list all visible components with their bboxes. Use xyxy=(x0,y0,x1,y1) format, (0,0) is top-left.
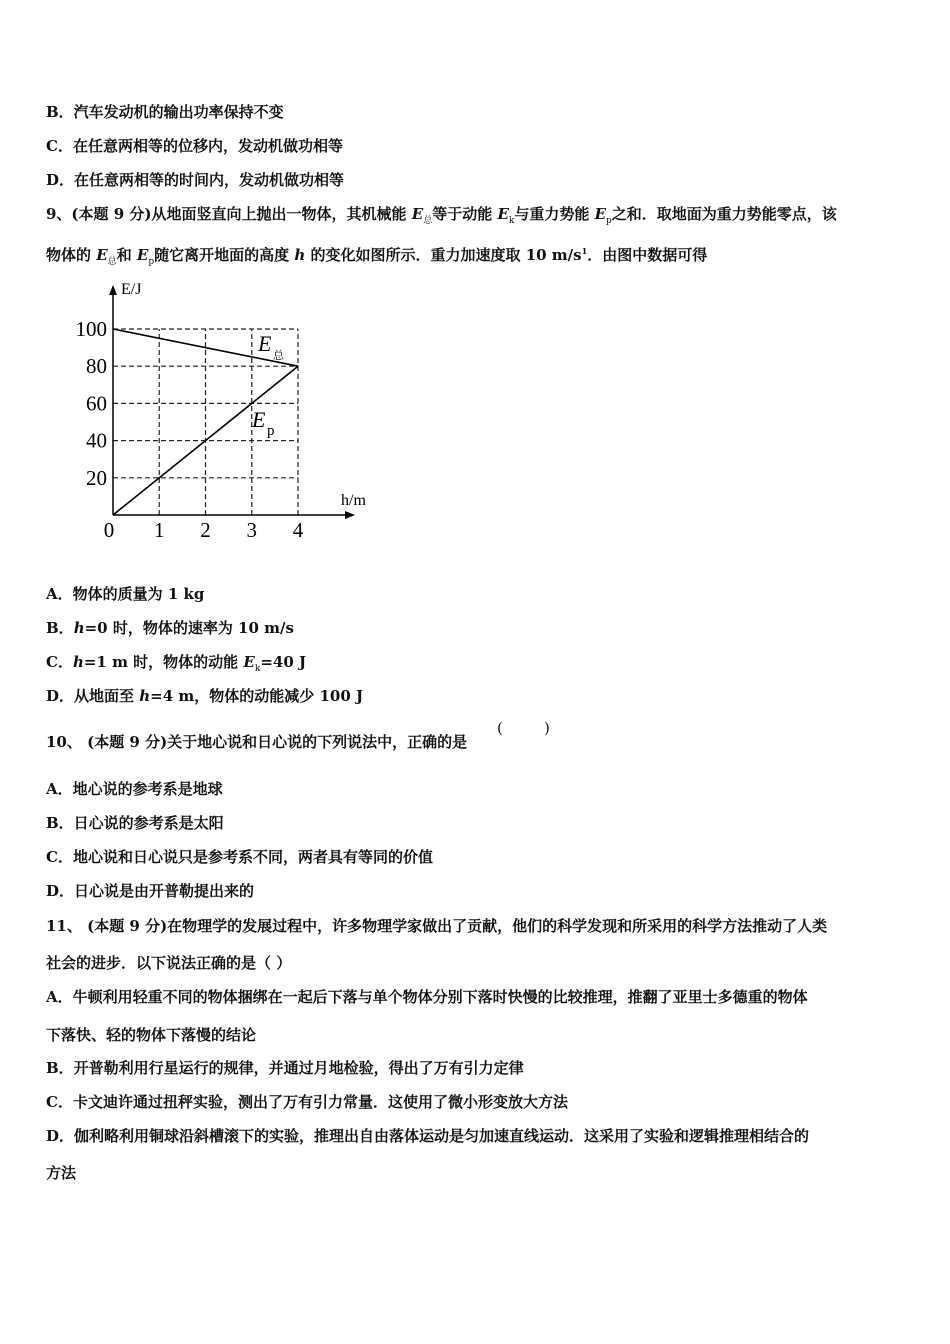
q9-option-a: A．物体的质量为 1 kg xyxy=(46,585,205,603)
q9-stem-line1: 9、(本题 9 分)从地面竖直向上抛出一物体，其机械能 $E_总$等于动能 $E_k$与重力势能 $E_p$之和．取地面为重力势能零点，该 xyxy=(46,205,837,226)
q11-option-b: B．开普勒利用行星运行的规律，并通过月地检验，得出了万有引力定律 xyxy=(46,1059,524,1077)
energy-height-chart xyxy=(60,275,390,545)
x-tick-label: 4 xyxy=(292,518,304,542)
x-axis-label: h/m xyxy=(341,492,366,509)
y-tick-label: 60 xyxy=(86,391,107,416)
q10-option-c: C．地心说和日心说只是参考系不同，两者具有等同的价值 xyxy=(46,848,433,866)
series-label: E xyxy=(258,331,272,356)
x-tick-label: 2 xyxy=(200,518,211,542)
y-tick-label: 20 xyxy=(86,465,107,490)
q10-option-b: B．日心说的参考系是太阳 xyxy=(46,814,224,832)
q9-option-d: D．从地面至 h=4 m，物体的动能减少 100 J xyxy=(46,687,364,705)
q11-stem-line2: 社会的进步．以下说法正确的是（ ） xyxy=(46,954,292,972)
q11-option-a: A．牛顿利用轻重不同的物体捆绑在一起后下落与单个物体分别下落时快慢的比较推理，推翻了亚里士多德重的物体 xyxy=(46,988,808,1006)
q11-option-a-cont: 下落快、轻的物体下落慢的结论 xyxy=(46,1026,257,1044)
y-tick-label: 40 xyxy=(86,428,107,453)
y-tick-label: 100 xyxy=(75,317,107,341)
q8-option-b: B．汽车发动机的输出功率保持不变 xyxy=(46,103,284,121)
q11-option-c: C．卡文迪许通过扭秤实验，测出了万有引力常量．这使用了微小形变放大方法 xyxy=(46,1093,568,1111)
q10-paren-close: ) xyxy=(544,719,550,737)
series-label: E xyxy=(252,407,266,432)
q8-option-d: D．在任意两相等的时间内，发动机做功相等 xyxy=(46,171,345,189)
q8-option-c: C．在任意两相等的位移内，发动机做功相等 xyxy=(46,137,343,155)
q11-option-d: D．伽利略利用铜球沿斜槽滚下的实验，推理出自由落体运动是匀加速直线运动．这采用了实验和逻辑推理相结合的 xyxy=(46,1127,810,1145)
y-axis-arrow-icon xyxy=(109,285,117,295)
q11-stem-line1: 11、 (本题 9 分)在物理学的发展过程中，许多物理学家做出了贡献，他们的科学发现和所采用的科学方法推动了人类 xyxy=(46,917,828,935)
q11-option-d-cont: 方法 xyxy=(46,1164,77,1182)
x-axis-arrow-icon xyxy=(345,511,355,519)
q10-stem: 10、 (本题 9 分)关于地心说和日心说的下列说法中，正确的是 xyxy=(46,733,468,751)
q10-option-d: D．日心说是由开普勒提出来的 xyxy=(46,882,255,900)
y-axis-label: E/J xyxy=(121,281,142,298)
x-tick-label: 3 xyxy=(246,518,257,542)
q9-option-c: C．h=1 m 时，物体的动能 $E_k=40$ J xyxy=(46,653,307,674)
series-label-sub: p xyxy=(267,423,275,439)
x-tick-label: 0 xyxy=(103,518,115,542)
q9-stem-line2: 物体的 $E_总$和 $E_p$随它离开地面的高度 h 的变化如图所示．重力加速度取 10 $m/s^1$．由图中数据可得 xyxy=(46,246,708,267)
series-label-sub: 总 xyxy=(273,350,284,362)
x-tick-label: 1 xyxy=(154,518,165,542)
y-tick-label: 80 xyxy=(86,354,107,379)
q10-paren-open: ( xyxy=(497,719,503,737)
q9-option-b: B．h=0 时，物体的速率为 10 m/s xyxy=(46,619,294,637)
q10-option-a: A．地心说的参考系是地球 xyxy=(46,780,223,798)
